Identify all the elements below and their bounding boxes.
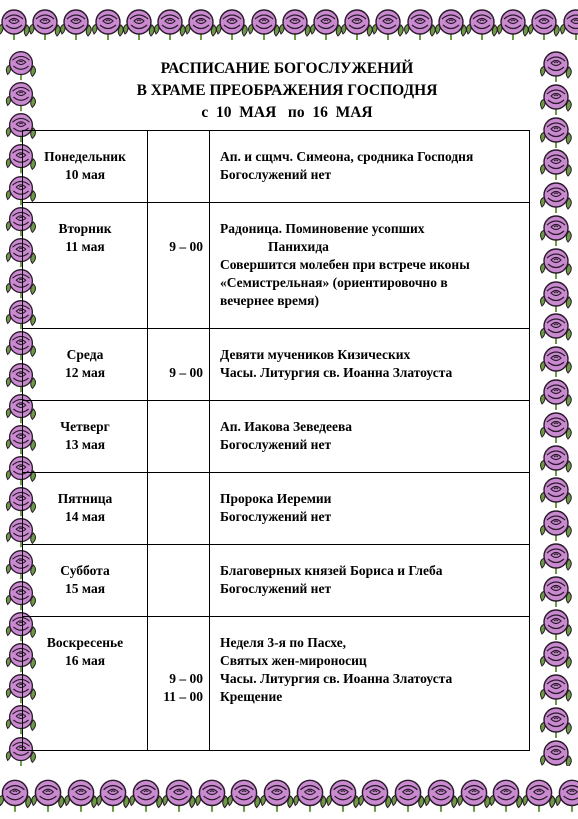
table-row bbox=[23, 329, 530, 401]
rose-icon bbox=[536, 735, 576, 766]
service-line: Радоница. Поминовение усопших bbox=[220, 221, 425, 236]
rose-icon bbox=[556, 4, 578, 44]
service-line: Ап. Иакова Зеведеева bbox=[220, 419, 353, 434]
service-line: Богослужений нет bbox=[220, 509, 332, 524]
day-cell bbox=[23, 617, 148, 751]
service-line: Благоверных князей Бориса и Глеба bbox=[220, 563, 443, 578]
day-date: 11 мая bbox=[65, 239, 105, 254]
service-line: Панихида bbox=[268, 239, 329, 254]
day-name: Суббота bbox=[60, 563, 110, 578]
time-cell bbox=[148, 473, 210, 545]
service-cell bbox=[210, 473, 530, 545]
day-name: Четверг bbox=[60, 419, 110, 434]
day-cell bbox=[23, 203, 148, 329]
service-cell bbox=[210, 131, 530, 203]
service-line: Неделя 3-я по Пасхе, bbox=[220, 635, 347, 650]
service-line: Девяти мучеников Кизических bbox=[220, 347, 411, 362]
service-cell bbox=[210, 203, 530, 329]
table-row bbox=[23, 401, 530, 473]
title-line-1: РАСПИСАНИЕ БОГОСЛУЖЕНИЙ bbox=[160, 60, 414, 77]
service-line: Совершится молебен при встрече иконы bbox=[220, 257, 470, 272]
service-time: 9 – 00 bbox=[169, 671, 203, 686]
title-date-range: с 10 МАЯ по 16 МАЯ bbox=[201, 104, 373, 121]
service-cell bbox=[210, 617, 530, 751]
day-cell bbox=[23, 329, 148, 401]
table-row bbox=[23, 617, 530, 751]
service-line: Часы. Литургия св. Иоанна Златоуста bbox=[220, 671, 453, 686]
service-line: Часы. Литургия св. Иоанна Златоуста bbox=[220, 365, 453, 380]
rose-icon bbox=[551, 774, 578, 816]
day-name: Понедельник bbox=[44, 149, 126, 164]
time-cell bbox=[148, 617, 210, 751]
table-row bbox=[23, 131, 530, 203]
service-line: Святых жен-мироносиц bbox=[220, 653, 367, 668]
time-cell bbox=[148, 401, 210, 473]
service-time: 9 – 00 bbox=[169, 239, 203, 254]
rose-border-right bbox=[530, 50, 578, 766]
service-line: «Семистрельная» (ориентировочно в bbox=[220, 275, 448, 290]
day-name: Среда bbox=[66, 347, 104, 362]
schedule-title bbox=[44, 58, 530, 124]
day-date: 14 мая bbox=[64, 509, 106, 524]
day-cell bbox=[23, 545, 148, 617]
time-cell bbox=[148, 329, 210, 401]
service-line: Богослужений нет bbox=[220, 581, 332, 596]
day-date: 15 мая bbox=[64, 581, 106, 596]
day-cell bbox=[23, 401, 148, 473]
service-line: Крещение bbox=[220, 689, 283, 704]
service-cell bbox=[210, 329, 530, 401]
day-cell bbox=[23, 131, 148, 203]
day-date: 13 мая bbox=[64, 437, 106, 452]
time-cell bbox=[148, 203, 210, 329]
service-line: Пророка Иеремии bbox=[220, 491, 332, 506]
table-row bbox=[23, 473, 530, 545]
day-cell bbox=[23, 473, 148, 545]
day-date: 12 мая bbox=[64, 365, 106, 380]
service-time: 9 – 00 bbox=[169, 365, 203, 380]
rose-border-top bbox=[0, 0, 578, 50]
service-cell bbox=[210, 545, 530, 617]
service-time: 11 – 00 bbox=[163, 689, 203, 704]
day-name: Вторник bbox=[58, 221, 112, 236]
service-line: Богослужений нет bbox=[220, 437, 332, 452]
title-line-2: В ХРАМЕ ПРЕОБРАЖЕНИЯ ГОСПОДНЯ bbox=[136, 82, 438, 99]
day-date: 10 мая bbox=[64, 167, 106, 182]
service-line: Ап. и сщмч. Симеона, сродника Господня bbox=[220, 149, 474, 164]
table-row bbox=[23, 545, 530, 617]
service-cell bbox=[210, 401, 530, 473]
rose-icon bbox=[2, 763, 40, 766]
service-line: Богослужений нет bbox=[220, 167, 332, 182]
table-row bbox=[23, 203, 530, 329]
service-line: вечернее время) bbox=[220, 293, 319, 308]
day-name: Воскресенье bbox=[46, 635, 124, 650]
time-cell bbox=[148, 545, 210, 617]
schedule-table bbox=[22, 130, 530, 751]
day-date: 16 мая bbox=[64, 653, 106, 668]
rose-border-bottom bbox=[0, 766, 578, 819]
day-name: Пятница bbox=[57, 491, 113, 506]
time-cell bbox=[148, 131, 210, 203]
